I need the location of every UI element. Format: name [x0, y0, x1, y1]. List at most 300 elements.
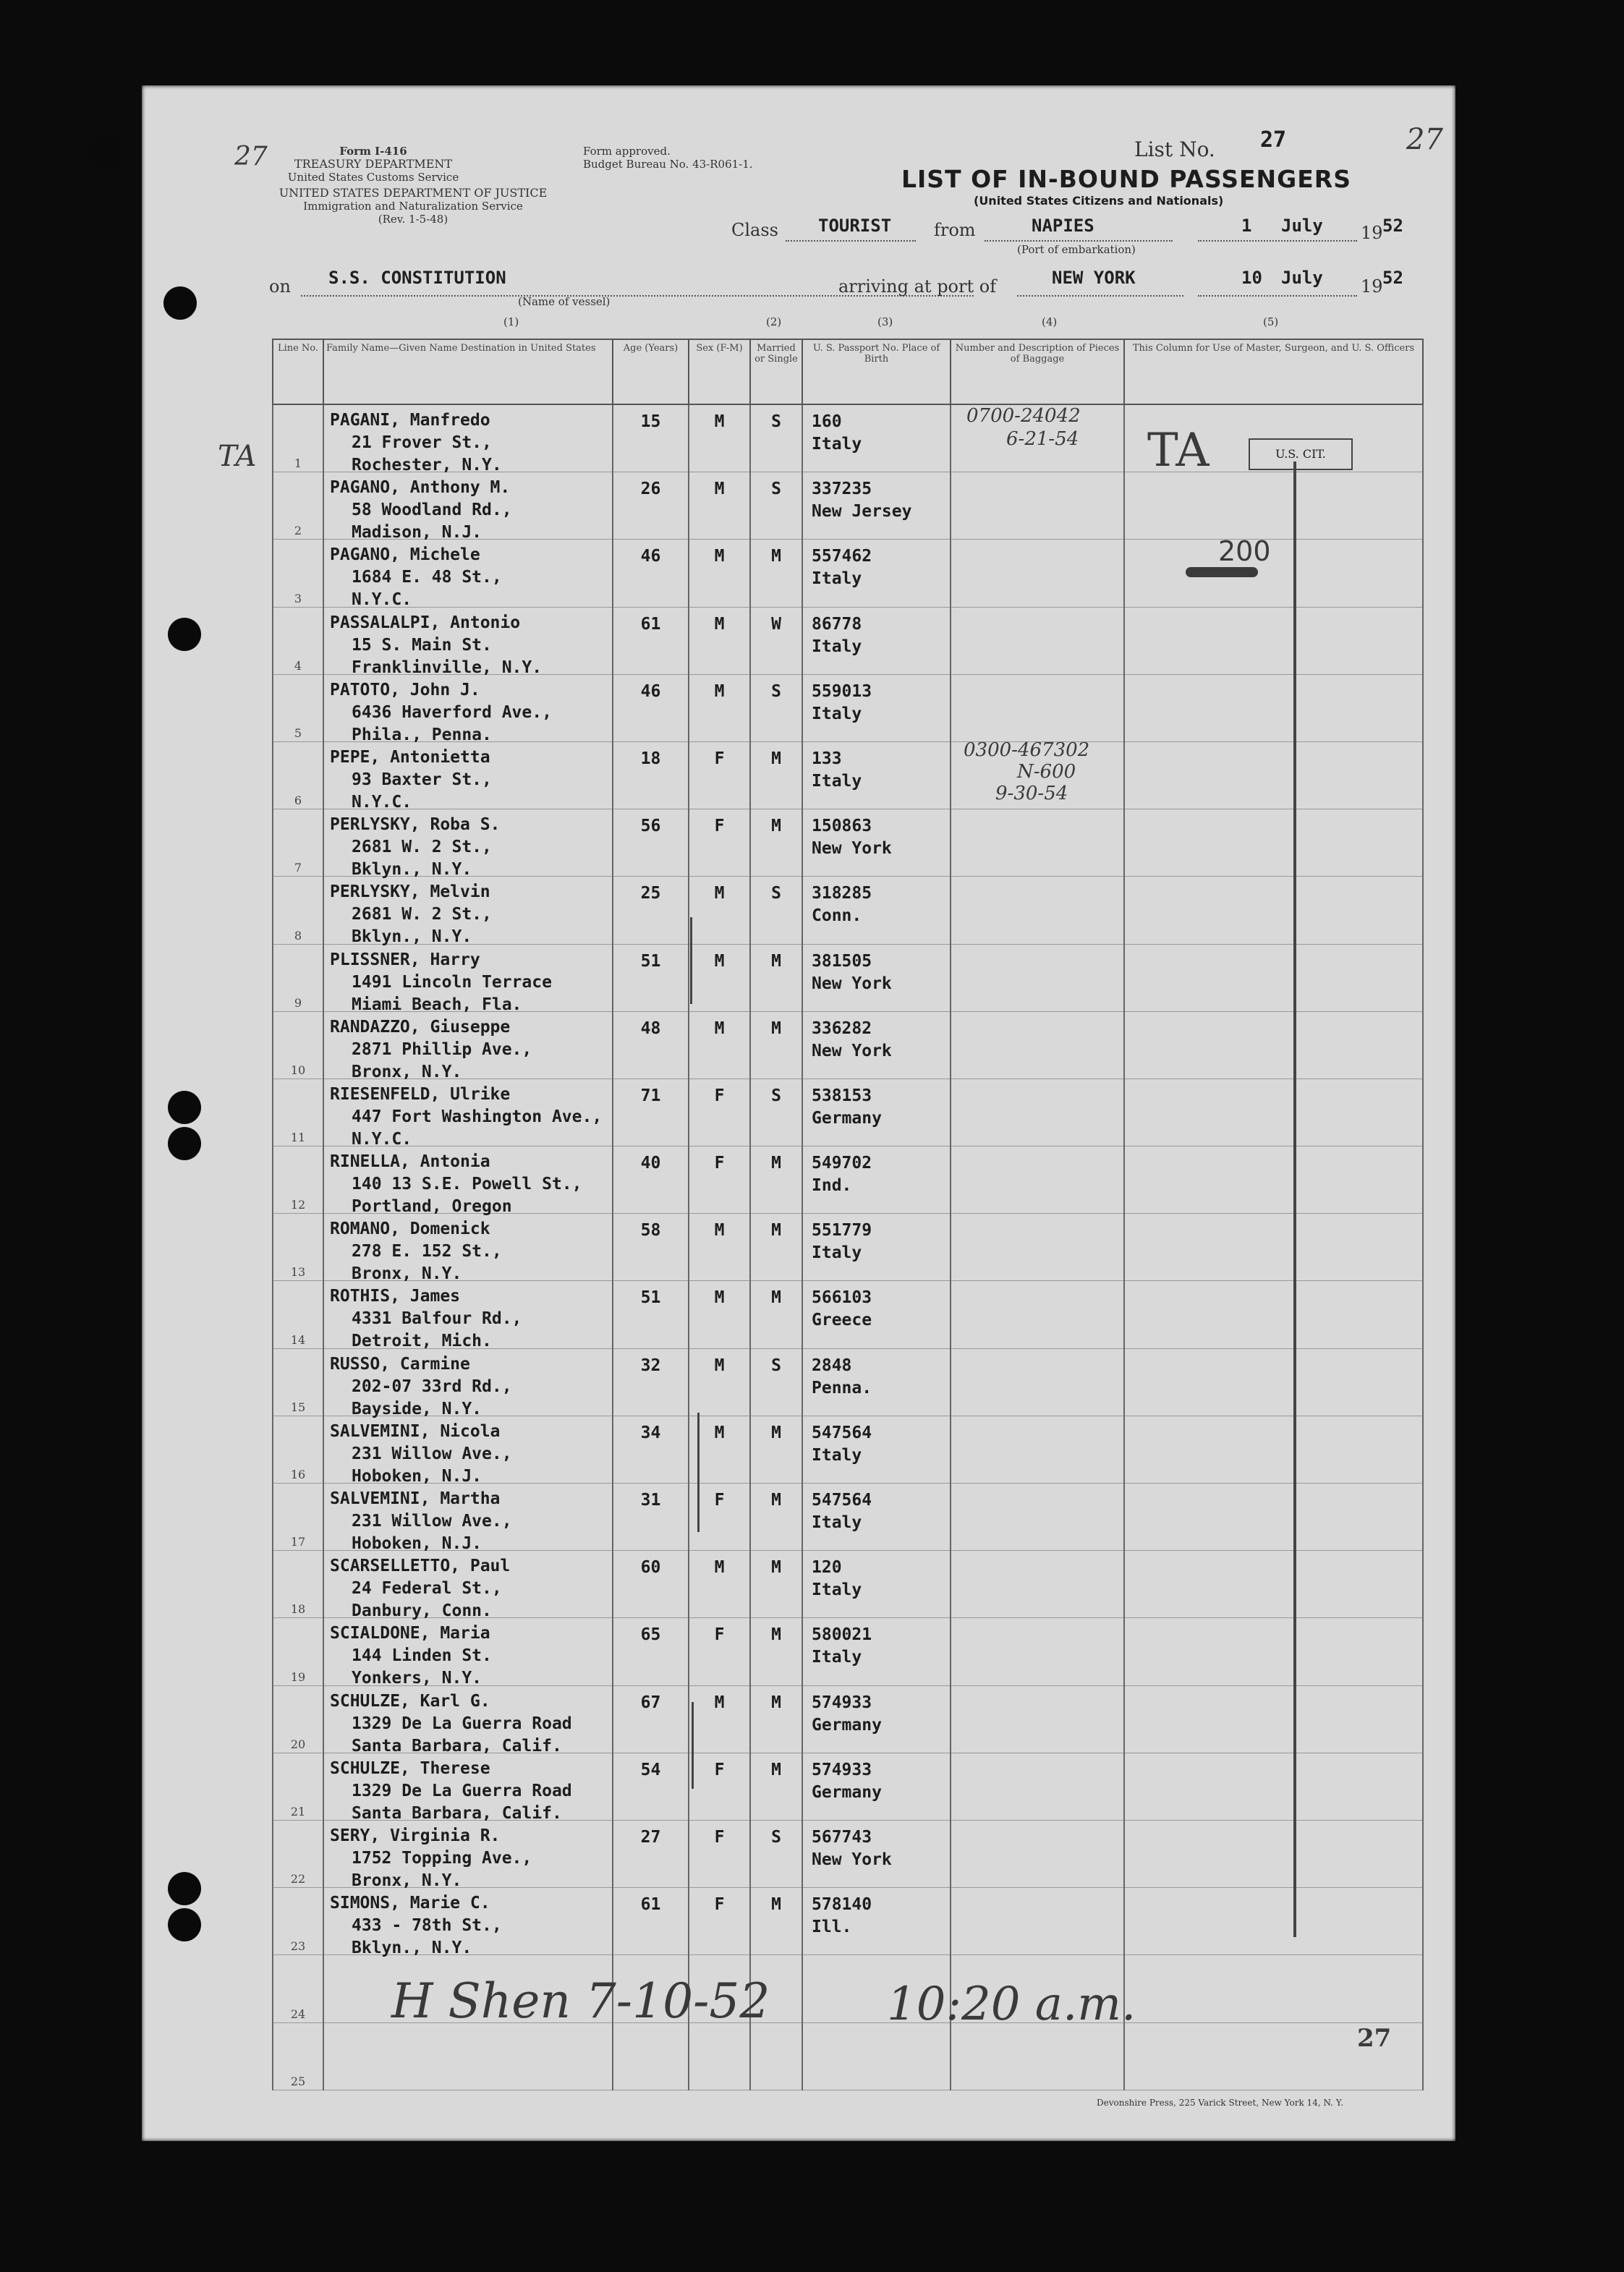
passport-cell: [802, 944, 951, 1011]
place-of-birth: New York: [812, 839, 892, 859]
marital-status: S: [771, 480, 781, 499]
baggage-note-row6: 0300-467302: [964, 739, 1090, 761]
name-cell: [323, 1888, 613, 1958]
address-line-1: 58 Woodland Rd.,: [352, 501, 512, 520]
punch-hole: [168, 1091, 201, 1124]
col-number-2: (2): [766, 315, 782, 328]
officers-cell: [1124, 472, 1423, 540]
age: 25: [640, 884, 661, 903]
age-cell: [613, 1753, 689, 1820]
married-cell: [750, 809, 802, 877]
line-number: 10: [290, 1063, 306, 1077]
header-officers: This Column for Use of Master, Surgeon, and U. S. Officers: [1124, 339, 1423, 404]
married-cell: [750, 404, 802, 472]
passport-entry: [812, 1152, 872, 1197]
sex-cell: [689, 1685, 750, 1753]
depart-year: 52: [1382, 216, 1403, 236]
officers-cell: [1124, 1551, 1423, 1618]
address-line-1: 1329 De La Guerra Road: [352, 1714, 572, 1733]
address-line-1: 231 Willow Ave.,: [352, 1444, 512, 1463]
age-cell: [613, 1146, 689, 1214]
passenger-entry: [330, 1825, 532, 1892]
from-port: NAPIES: [1032, 216, 1094, 236]
line-number: 11: [290, 1131, 306, 1145]
passport-cell: [802, 1348, 951, 1416]
address-line-1: 2871 Phillip Ave.,: [352, 1039, 532, 1059]
passport-number: 574933: [812, 1693, 872, 1712]
form-number: Form I-416: [339, 145, 407, 158]
sex: F: [714, 749, 725, 768]
sex: M: [714, 1423, 725, 1442]
marital-status: M: [771, 1491, 781, 1510]
age: 65: [640, 1625, 661, 1645]
arrive-underline: [1198, 295, 1357, 297]
passenger-name: PERLYSKY, Melvin: [330, 882, 490, 902]
name-cell: [323, 944, 613, 1014]
line-cell: [273, 472, 323, 540]
address-line-1: 2681 W. 2 St.,: [352, 905, 492, 924]
sex-cell: [689, 404, 750, 472]
name-cell: [323, 2022, 613, 2090]
passenger-name: ROMANO, Domenick: [330, 1220, 490, 1239]
table-row: [273, 1348, 1423, 1416]
line-cell: [273, 1551, 323, 1618]
name-cell: [323, 607, 613, 677]
passenger-name: PAGANO, Anthony M.: [330, 478, 511, 498]
passport-entry: [812, 1489, 872, 1534]
passenger-name: PASSALALPI, Antonio: [330, 613, 521, 632]
address-line-2: Miami Beach, Fla.: [352, 995, 522, 1014]
age: 46: [640, 547, 661, 566]
sex: M: [714, 1356, 725, 1375]
baggage-cell: [951, 1078, 1124, 1146]
punch-hole: [168, 1127, 201, 1160]
address-line-1: 1329 De La Guerra Road: [352, 1781, 572, 1800]
officers-cell: [1124, 1685, 1423, 1753]
passport-number: 120: [812, 1558, 842, 1578]
sex-cell: [689, 1888, 750, 1955]
sex-cell: [689, 741, 750, 809]
address-line-2: Hoboken, N.J.: [352, 1534, 482, 1553]
arrive-month: July: [1281, 268, 1323, 288]
age: 18: [640, 749, 661, 768]
line-cell: [273, 1820, 323, 1887]
passenger-name: SCARSELLETTO, Paul: [330, 1557, 511, 1576]
address-line-1: 433 - 78th St.,: [352, 1916, 502, 1936]
table-row: [273, 944, 1423, 1011]
sex: M: [714, 1558, 725, 1578]
passport-number: 574933: [812, 1760, 872, 1779]
line-number: 18: [290, 1602, 306, 1617]
depart-month: July: [1281, 216, 1323, 236]
form-block: [272, 145, 475, 184]
passport-number: 578140: [812, 1895, 872, 1915]
line-number: 25: [290, 2074, 306, 2088]
sex-cell: [689, 809, 750, 877]
header-line: Line No.: [273, 339, 323, 404]
address-line-2: Bklyn., N.Y.: [352, 1939, 472, 1958]
passport-number: 557462: [812, 547, 872, 566]
age-cell: [613, 1551, 689, 1618]
line-cell: [273, 1888, 323, 1955]
line-cell: [273, 404, 323, 472]
sex-cell: [689, 1820, 750, 1887]
line-cell: [273, 1011, 323, 1078]
address-line-1: 140 13 S.E. Powell St.,: [352, 1175, 582, 1194]
passport-cell: [802, 1820, 951, 1887]
address-line-1: 24 Federal St.,: [352, 1579, 502, 1599]
married-cell: [750, 1146, 802, 1214]
name-cell: [323, 1753, 613, 1823]
marital-status: W: [771, 614, 781, 634]
age: 54: [640, 1760, 661, 1779]
passport-cell: [802, 404, 951, 472]
passenger-entry: [330, 544, 502, 611]
passenger-entry: [330, 881, 492, 948]
place-of-birth: New York: [812, 974, 892, 993]
age: 61: [640, 1895, 661, 1915]
corner-number-left: 27: [234, 142, 268, 171]
line-number: 22: [290, 1872, 306, 1886]
line-cell: [273, 607, 323, 674]
baggage-cell: [951, 1888, 1124, 1955]
marital-status: M: [771, 1018, 781, 1038]
officers-cell: [1124, 1618, 1423, 1685]
baggage-note-row6-date: 9-30-54: [995, 783, 1068, 804]
place-of-birth: Ind.: [812, 1176, 852, 1196]
married-cell: [750, 877, 802, 944]
arrive-year-prefix: 19: [1361, 276, 1383, 297]
passport-entry: [812, 411, 862, 456]
on-label: on: [269, 276, 291, 297]
passenger-name: PAGANO, Michele: [330, 545, 480, 565]
passport-cell: [802, 877, 951, 944]
age: 15: [640, 412, 661, 431]
passenger-entry: [330, 1285, 522, 1353]
officers-cell: [1124, 1078, 1423, 1146]
officers-cell: [1124, 540, 1423, 607]
bracket-mark: [690, 917, 692, 1004]
sex-cell: [689, 877, 750, 944]
age: 34: [640, 1423, 661, 1442]
address-line-1: 202-07 33rd Rd.,: [352, 1377, 512, 1396]
passport-number: 567743: [812, 1827, 872, 1847]
age-cell: [613, 607, 689, 674]
place-of-birth: Italy: [812, 637, 862, 656]
inspection-time: 10:20 a.m.: [887, 1978, 1136, 2031]
married-cell: [750, 1011, 802, 1078]
place-of-birth: Italy: [812, 1243, 862, 1263]
table-row: [273, 1281, 1423, 1348]
age: 27: [640, 1827, 661, 1847]
place-of-birth: Italy: [812, 1648, 862, 1667]
line-number: 3: [294, 591, 302, 605]
passport-entry: [812, 478, 911, 523]
address-line-2: Portland, Oregon: [352, 1197, 512, 1217]
married-cell: [750, 1551, 802, 1618]
marital-status: M: [771, 749, 781, 768]
col-number-3: (3): [877, 315, 893, 328]
passport-entry: [812, 1557, 862, 1601]
place-of-birth: Germany: [812, 1108, 882, 1128]
passenger-entry: [330, 1353, 512, 1421]
address-line-2: Bronx, N.Y.: [352, 1062, 462, 1081]
marital-status: M: [771, 1895, 781, 1915]
line-number: 15: [290, 1400, 306, 1414]
passenger-name: RIESENFELD, Ulrike: [330, 1084, 511, 1104]
punch-hole: [168, 1908, 201, 1941]
passport-entry: [812, 1220, 872, 1264]
place-of-birth: New York: [812, 1041, 892, 1060]
table-row: [273, 1011, 1423, 1078]
table-row: [273, 1214, 1423, 1281]
passport-cell: [802, 1416, 951, 1483]
married-cell: [750, 1685, 802, 1753]
sex-cell: [689, 1281, 750, 1348]
table-row: [273, 2022, 1423, 2090]
baggage-cell: [951, 2022, 1124, 2090]
age: 56: [640, 817, 661, 836]
arriving-label: arriving at port of: [838, 276, 997, 297]
arrival-port: NEW YORK: [1052, 268, 1136, 288]
passenger-name: PATOTO, John J.: [330, 680, 480, 699]
age: 61: [640, 614, 661, 634]
passenger-name: SCHULZE, Therese: [330, 1758, 490, 1778]
table-row: [273, 1820, 1423, 1887]
married-cell: [750, 1416, 802, 1483]
line-cell: [273, 1214, 323, 1281]
passport-number: 150863: [812, 817, 872, 836]
passenger-entry: [330, 679, 552, 746]
passenger-name: PAGANI, Manfredo: [330, 411, 490, 430]
ta-mark-right: TA: [1147, 424, 1210, 477]
passport-cell: [802, 2022, 951, 2090]
passport-cell: [802, 607, 951, 674]
sex: F: [714, 1760, 725, 1779]
sex: F: [714, 1491, 725, 1510]
passport-entry: [812, 1826, 892, 1871]
line-number: 1: [294, 456, 302, 471]
punch-hole: [168, 618, 201, 651]
sex: F: [714, 1625, 725, 1645]
passport-number: 133: [812, 749, 842, 768]
marital-status: M: [771, 817, 781, 836]
passport-cell: [802, 809, 951, 877]
table-row: [273, 1685, 1423, 1753]
married-cell: [750, 1078, 802, 1146]
baggage-cell: [951, 472, 1124, 540]
sex-cell: [689, 674, 750, 741]
line-cell: [273, 1078, 323, 1146]
married-cell: [750, 540, 802, 607]
baggage-cell: [951, 1011, 1124, 1078]
passport-entry: [812, 815, 892, 860]
sex: M: [714, 1693, 725, 1712]
age: 60: [640, 1558, 661, 1578]
sex-cell: [689, 1011, 750, 1078]
age-cell: [613, 1484, 689, 1551]
baggage-cell: [951, 1551, 1124, 1618]
line-number: 8: [294, 928, 302, 943]
passenger-entry: [330, 409, 502, 477]
place-of-birth: Conn.: [812, 906, 862, 926]
address-line-2: Bayside, N.Y.: [352, 1399, 482, 1418]
address-line-2: N.Y.C.: [352, 792, 412, 812]
page-number: 27: [1357, 2024, 1392, 2053]
date-underline: [1198, 240, 1357, 242]
passenger-entry: [330, 1151, 582, 1218]
name-cell: [323, 1484, 613, 1551]
marital-status: M: [771, 547, 781, 566]
baggage-cell: [951, 1685, 1124, 1753]
passenger-name: SALVEMINI, Nicola: [330, 1421, 501, 1441]
address-line-2: Hoboken, N.J.: [352, 1466, 482, 1486]
officers-cell: [1124, 1011, 1423, 1078]
age-cell: [613, 1888, 689, 1955]
married-cell: [750, 1348, 802, 1416]
place-of-birth: Penna.: [812, 1378, 872, 1397]
place-of-birth: Ill.: [812, 1918, 852, 1937]
passport-number: 549702: [812, 1154, 872, 1173]
sex: F: [714, 1086, 725, 1105]
table-row: [273, 472, 1423, 540]
table-row: [273, 1618, 1423, 1685]
married-cell: [750, 674, 802, 741]
passenger-name: PEPE, Antonietta: [330, 747, 490, 767]
age: 31: [640, 1491, 661, 1510]
customs-service: United States Customs Service: [287, 171, 459, 184]
marital-status: M: [771, 1221, 781, 1241]
married-cell: [750, 1281, 802, 1348]
officers-cell: [1124, 1955, 1423, 2022]
age-cell: [613, 472, 689, 540]
passport-entry: [812, 1759, 882, 1804]
line-cell: [273, 741, 323, 809]
passenger-entry: [330, 1758, 572, 1825]
officers-cell: [1124, 1146, 1423, 1214]
line-number: 5: [294, 726, 302, 740]
passport-cell: [802, 1888, 951, 1955]
sex: F: [714, 1827, 725, 1847]
sex-cell: [689, 1348, 750, 1416]
passenger-name: PLISSNER, Harry: [330, 950, 480, 969]
married-cell: [750, 1484, 802, 1551]
age-cell: [613, 1348, 689, 1416]
sex-cell: [689, 1146, 750, 1214]
col-number-1: (1): [503, 315, 519, 328]
marital-status: M: [771, 1760, 781, 1779]
passport-entry: [812, 613, 862, 658]
sex: M: [714, 480, 725, 499]
corner-number-right: 27: [1406, 123, 1443, 156]
line-number: 16: [290, 1468, 306, 1481]
married-cell: [750, 472, 802, 540]
sex: F: [714, 1154, 725, 1173]
passport-cell: [802, 1685, 951, 1753]
age: 58: [640, 1221, 661, 1241]
passenger-entry: [330, 1084, 602, 1151]
married-cell: [750, 1820, 802, 1887]
line-number: 9: [294, 995, 302, 1010]
baggage-cell: [951, 1214, 1124, 1281]
manifest-page: [142, 85, 1455, 2141]
col-number-4: (4): [1042, 315, 1058, 328]
passport-cell: [802, 741, 951, 809]
age-cell: [613, 404, 689, 472]
officers-cell: [1124, 1820, 1423, 1887]
place-of-birth: New York: [812, 1850, 892, 1869]
officers-cell: [1124, 1281, 1423, 1348]
line-number: 21: [290, 1804, 306, 1818]
sex: M: [714, 951, 725, 971]
passport-number: 336282: [812, 1018, 872, 1038]
place-of-birth: Germany: [812, 1782, 882, 1802]
baggage-cell: [951, 674, 1124, 741]
passport-entry: [812, 1894, 872, 1939]
passport-entry: [812, 1085, 882, 1130]
passenger-entry: [330, 1622, 492, 1690]
age: 67: [640, 1693, 661, 1712]
line-cell: [273, 944, 323, 1011]
header-name: Family Name—Given Name Destination in United States: [323, 339, 613, 404]
name-cell: [323, 540, 613, 610]
sex: M: [714, 412, 725, 431]
line-number: 20: [290, 1737, 306, 1751]
justice-block: [261, 187, 565, 226]
sex-cell: [689, 1753, 750, 1820]
marital-status: M: [771, 1558, 781, 1578]
justice-department: UNITED STATES DEPARTMENT OF JUSTICE: [279, 186, 548, 200]
sex: M: [714, 1018, 725, 1038]
officers-cell: [1124, 674, 1423, 741]
passport-number: 86778: [812, 614, 862, 634]
age: 48: [640, 1018, 661, 1038]
inspector-signature: H Shen 7-10-52: [391, 1973, 770, 2029]
age-cell: [613, 1078, 689, 1146]
officers-cell: [1124, 944, 1423, 1011]
address-line-2: Detroit, Mich.: [352, 1332, 492, 1351]
line-cell: [273, 1416, 323, 1483]
sex: M: [714, 1288, 725, 1308]
place-of-birth: New Jersey: [812, 502, 912, 522]
age-cell: [613, 944, 689, 1011]
class-label: Class: [731, 220, 778, 240]
header-baggage: Number and Description of Pieces of Baggage: [951, 339, 1124, 404]
name-cell: [323, 1348, 613, 1416]
punch-hole: [90, 136, 123, 169]
marital-status: S: [771, 1827, 781, 1847]
line-cell: [273, 1281, 323, 1348]
name-cell: [323, 741, 613, 812]
age-cell: [613, 540, 689, 607]
line-cell: [273, 1348, 323, 1416]
passport-number: 160: [812, 412, 842, 431]
passenger-name: SALVEMINI, Martha: [330, 1489, 501, 1508]
line-number: 12: [290, 1198, 306, 1212]
age: 51: [640, 951, 661, 971]
class-underline: [786, 240, 916, 242]
name-cell: [323, 1820, 613, 1890]
table-row: [273, 1551, 1423, 1618]
line-cell: [273, 2022, 323, 2090]
officers-cell: [1124, 1416, 1423, 1483]
baggage-cell: [951, 1618, 1124, 1685]
passenger-name: RANDAZZO, Giuseppe: [330, 1017, 511, 1037]
header-age: Age (Years): [613, 339, 689, 404]
passport-number: 566103: [812, 1288, 872, 1308]
age-cell: [613, 1416, 689, 1483]
passport-entry: [812, 1355, 872, 1400]
